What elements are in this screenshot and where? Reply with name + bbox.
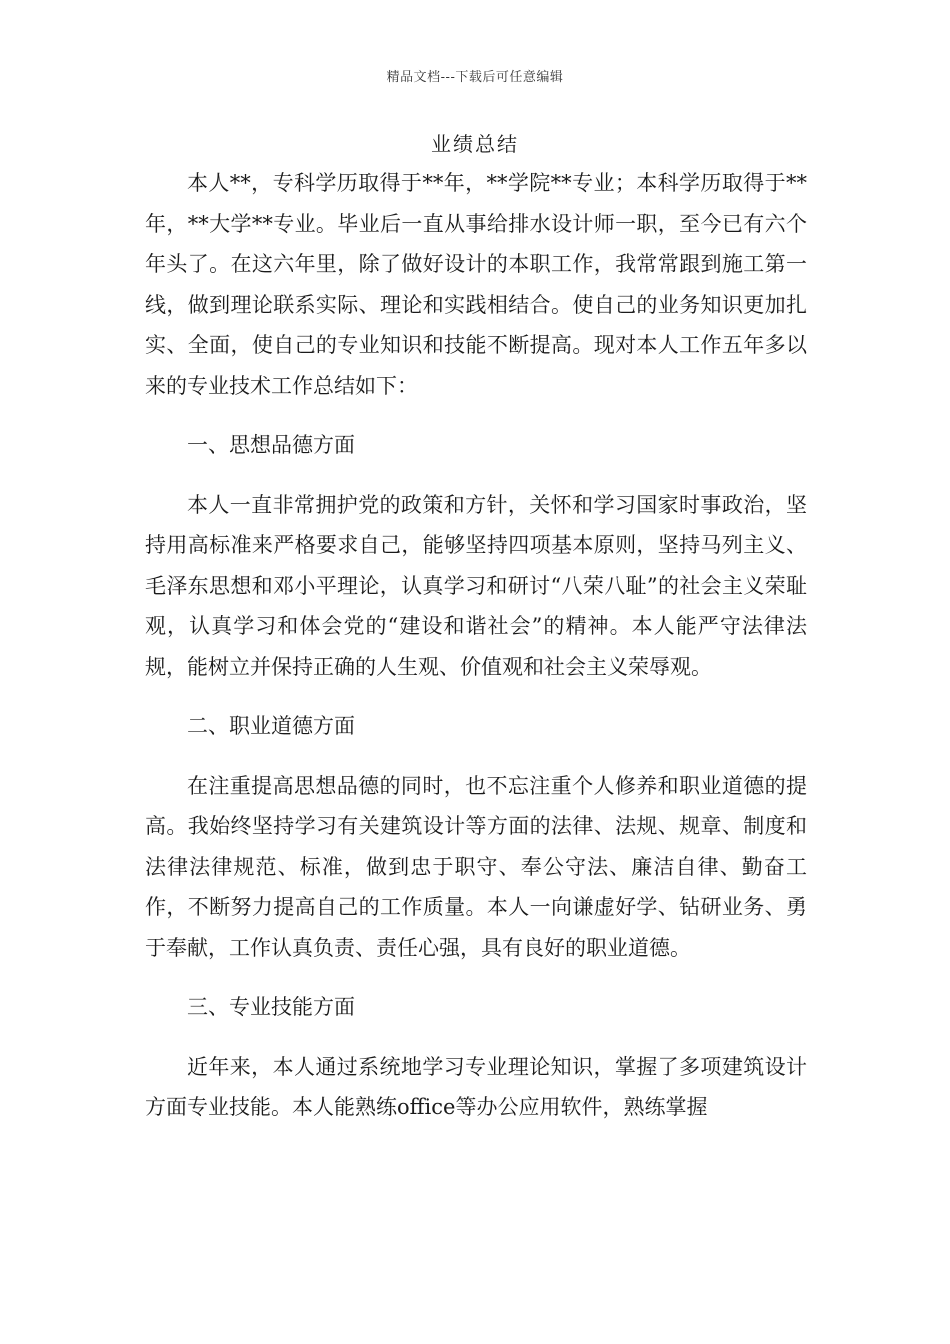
document-body (145, 163, 807, 1147)
document-title: 业绩总结 (431, 132, 519, 156)
section-heading-ideology: 一、思想品德方面 (187, 433, 355, 457)
paragraph-ethics: 在注重提高思想品德的同时，也不忘注重个人修养和职业道德的提高。我始终坚持学习有关建筑设计等方面的法律、法规、规章、制度和法律法律规范、标准，做到忠于职守、奉公守法、廉洁自律、勤奋工作，不断努力提高自己的工作质量。本人一向谦虚好学、钻研业务、勇于奉献，工作认真负责、责任心强，具有良好的职业道德。 (145, 773, 807, 960)
paragraph-skills: 近年来，本人通过系统地学习专业理论知识，掌握了多项建筑设计方面专业技能。本人能熟练office等办公应用软件，熟练掌握 (145, 1054, 807, 1119)
page-header: 精品文档---下载后可任意编辑 (386, 70, 564, 85)
paragraph-intro: 本人**，专科学历取得于**年，**学院**专业；本科学历取得于**年，**大学**专业。毕业后一直从事给排水设计师一职，至今已有六个年头了。在这六年里，除了做好设计的本职工作，我常常跟到施工第一线，做到理论联系实际、理论和实践相结合。使自己的业务知识更加扎实、全面，使自己的专业知识和技能不断提高。现对本人工作五年多以来的专业技术工作总结如下： (145, 171, 807, 398)
section-heading-ethics: 二、职业道德方面 (187, 714, 355, 738)
section-heading-skills: 三、专业技能方面 (187, 995, 355, 1019)
paragraph-ideology: 本人一直非常拥护党的政策和方针，关怀和学习国家时事政治，坚持用高标准来严格要求自己，能够坚持四项基本原则，坚持马列主义、毛泽东思想和邓小平理论，认真学习和研讨“八荣八耻”的社会主义荣耻观，认真学习和体会党的“建设和谐社会”的精神。本人能严守法律法规，能树立并保持正确的人生观、价值观和社会主义荣辱观。 (145, 492, 807, 679)
